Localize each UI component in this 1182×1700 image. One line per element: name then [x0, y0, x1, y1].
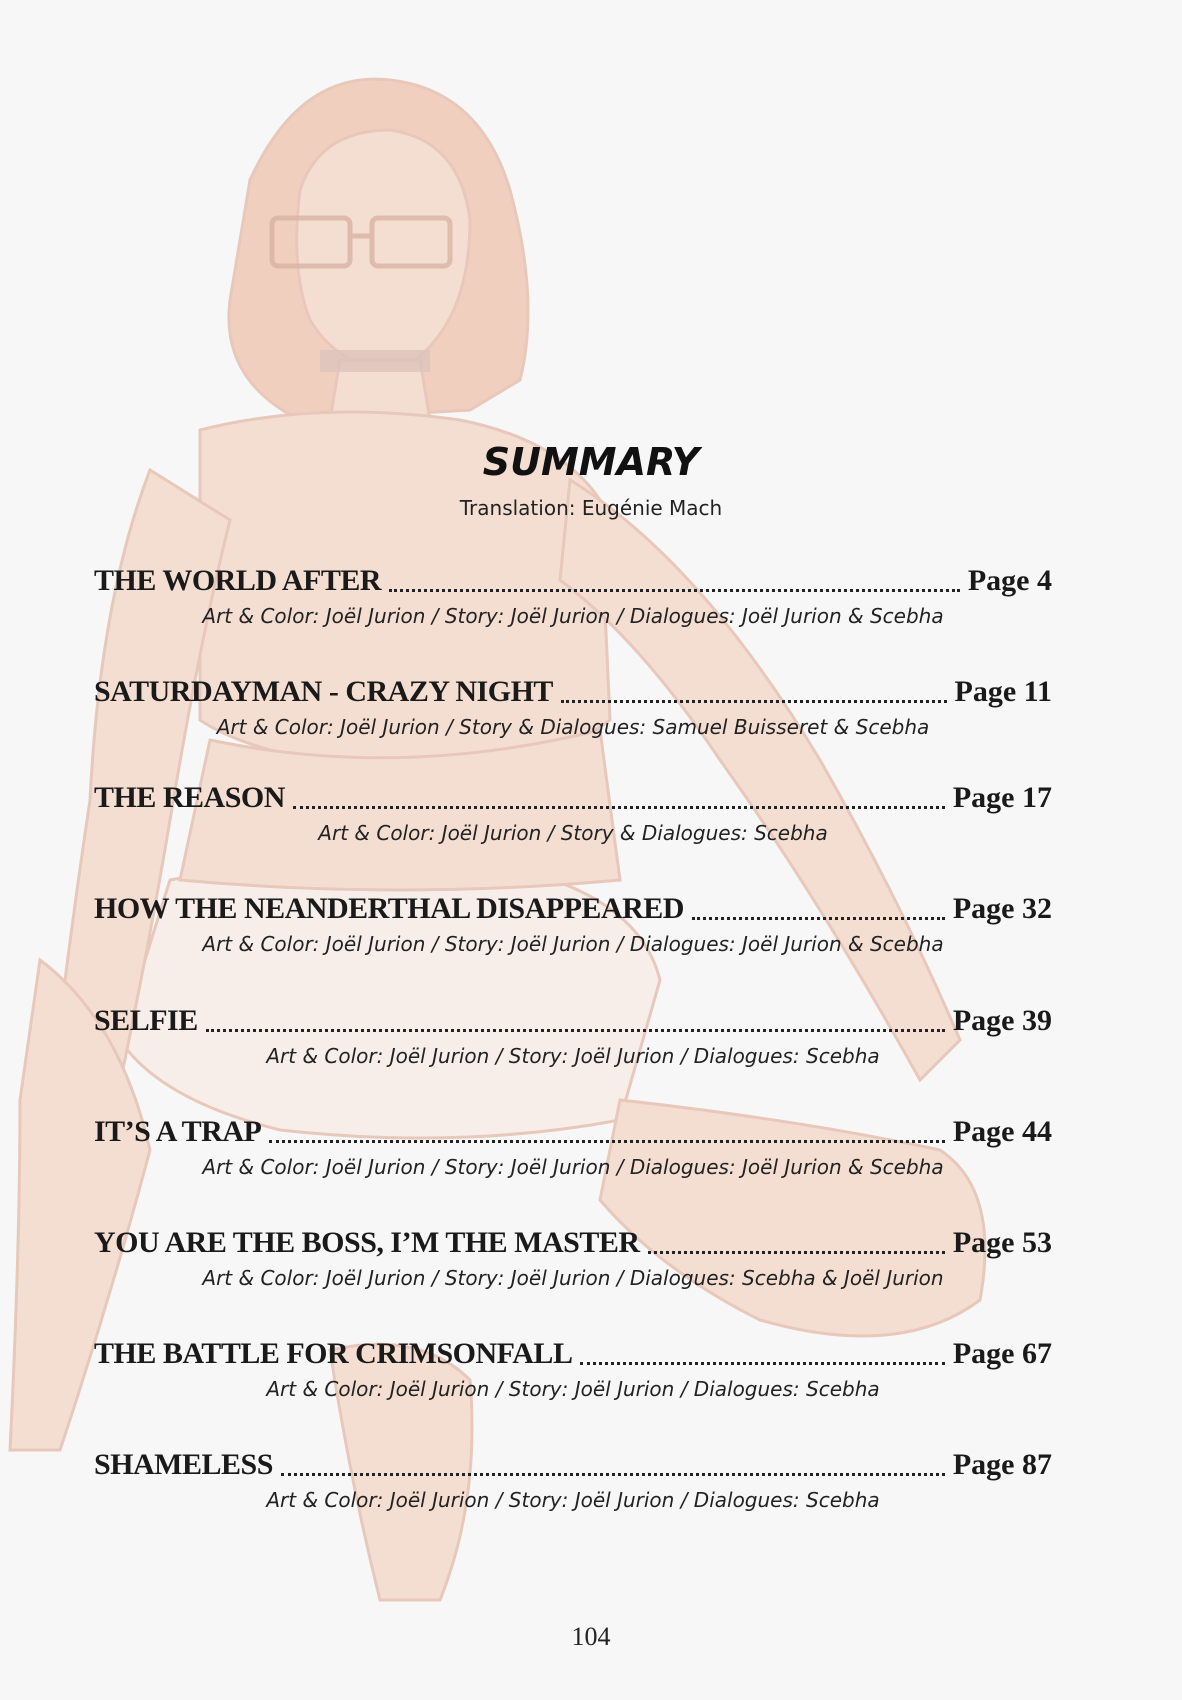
entry-credits: Art & Color: Joël Jurion / Story: Joël Jurion / Dialogues: Joël Jurion & Scebha: [202, 604, 944, 628]
entry-page: Page 44: [952, 1115, 1052, 1148]
toc-entry: [94, 675, 1052, 739]
entry-page: Page 67: [952, 1337, 1052, 1370]
entry-credits: Art & Color: Joël Jurion / Story: Joël Jurion / Dialogues: Scebha: [266, 1488, 880, 1512]
toc-entry: [94, 1337, 1052, 1401]
entry-credits: Art & Color: Joël Jurion / Story: Joël Jurion / Dialogues: Scebha & Joël Jurion: [202, 1266, 944, 1290]
entry-title: THE REASON: [94, 781, 285, 814]
page-title: SUMMARY: [482, 440, 700, 484]
toc-entry: [94, 1226, 1052, 1290]
entry-page: Page 32: [952, 892, 1052, 925]
dot-leader: [281, 1473, 945, 1476]
entry-title: HOW THE NEANDERTHAL DISAPPEARED: [94, 892, 684, 925]
entry-credits: Art & Color: Joël Jurion / Story: Joël Jurion / Dialogues: Scebha: [266, 1044, 880, 1068]
entry-page: Page 53: [952, 1226, 1052, 1259]
entry-page: Page 17: [952, 781, 1052, 814]
entry-title: SELFIE: [94, 1004, 198, 1037]
dot-leader: [269, 1140, 945, 1143]
entry-title: THE WORLD AFTER: [94, 564, 382, 597]
entry-page: Page 39: [952, 1004, 1052, 1037]
dot-leader: [206, 1029, 945, 1032]
dot-leader: [580, 1362, 944, 1365]
dot-leader: [692, 917, 945, 920]
entry-credits: Art & Color: Joël Jurion / Story: Joël Jurion / Dialogues: Joël Jurion & Scebha: [202, 1155, 944, 1179]
toc-entry: [94, 781, 1052, 845]
page-number: 104: [571, 1622, 611, 1651]
toc-entry: [94, 564, 1052, 628]
dot-leader: [293, 806, 945, 809]
dot-leader: [648, 1251, 945, 1254]
entry-credits: Art & Color: Joël Jurion / Story & Dialogues: Scebha: [318, 821, 828, 845]
entry-title: SATURDAYMAN - CRAZY NIGHT: [94, 675, 553, 708]
entry-credits: Art & Color: Joël Jurion / Story: Joël Jurion / Dialogues: Joël Jurion & Scebha: [202, 932, 944, 956]
entry-credits: Art & Color: Joël Jurion / Story: Joël Jurion / Dialogues: Scebha: [266, 1377, 880, 1401]
toc-entry: [94, 892, 1052, 956]
entry-credits: Art & Color: Joël Jurion / Story & Dialogues: Samuel Buisseret & Scebha: [216, 715, 930, 739]
toc-entry: [94, 1448, 1052, 1512]
entry-title: THE BATTLE FOR CRIMSONFALL: [94, 1337, 573, 1370]
entry-page: Page 87: [952, 1448, 1052, 1481]
entry-title: SHAMELESS: [94, 1448, 273, 1481]
entry-page: Page 11: [954, 675, 1052, 708]
toc-entry: [94, 1004, 1052, 1068]
dot-leader: [389, 589, 960, 592]
entry-title: IT’S A TRAP: [94, 1115, 262, 1148]
entry-title: YOU ARE THE BOSS, I’M THE MASTER: [94, 1226, 640, 1259]
dot-leader: [561, 700, 947, 703]
translation-credit: Translation: Eugénie Mach: [459, 496, 723, 520]
toc-entry: [94, 1115, 1052, 1179]
entry-page: Page 4: [967, 564, 1052, 597]
